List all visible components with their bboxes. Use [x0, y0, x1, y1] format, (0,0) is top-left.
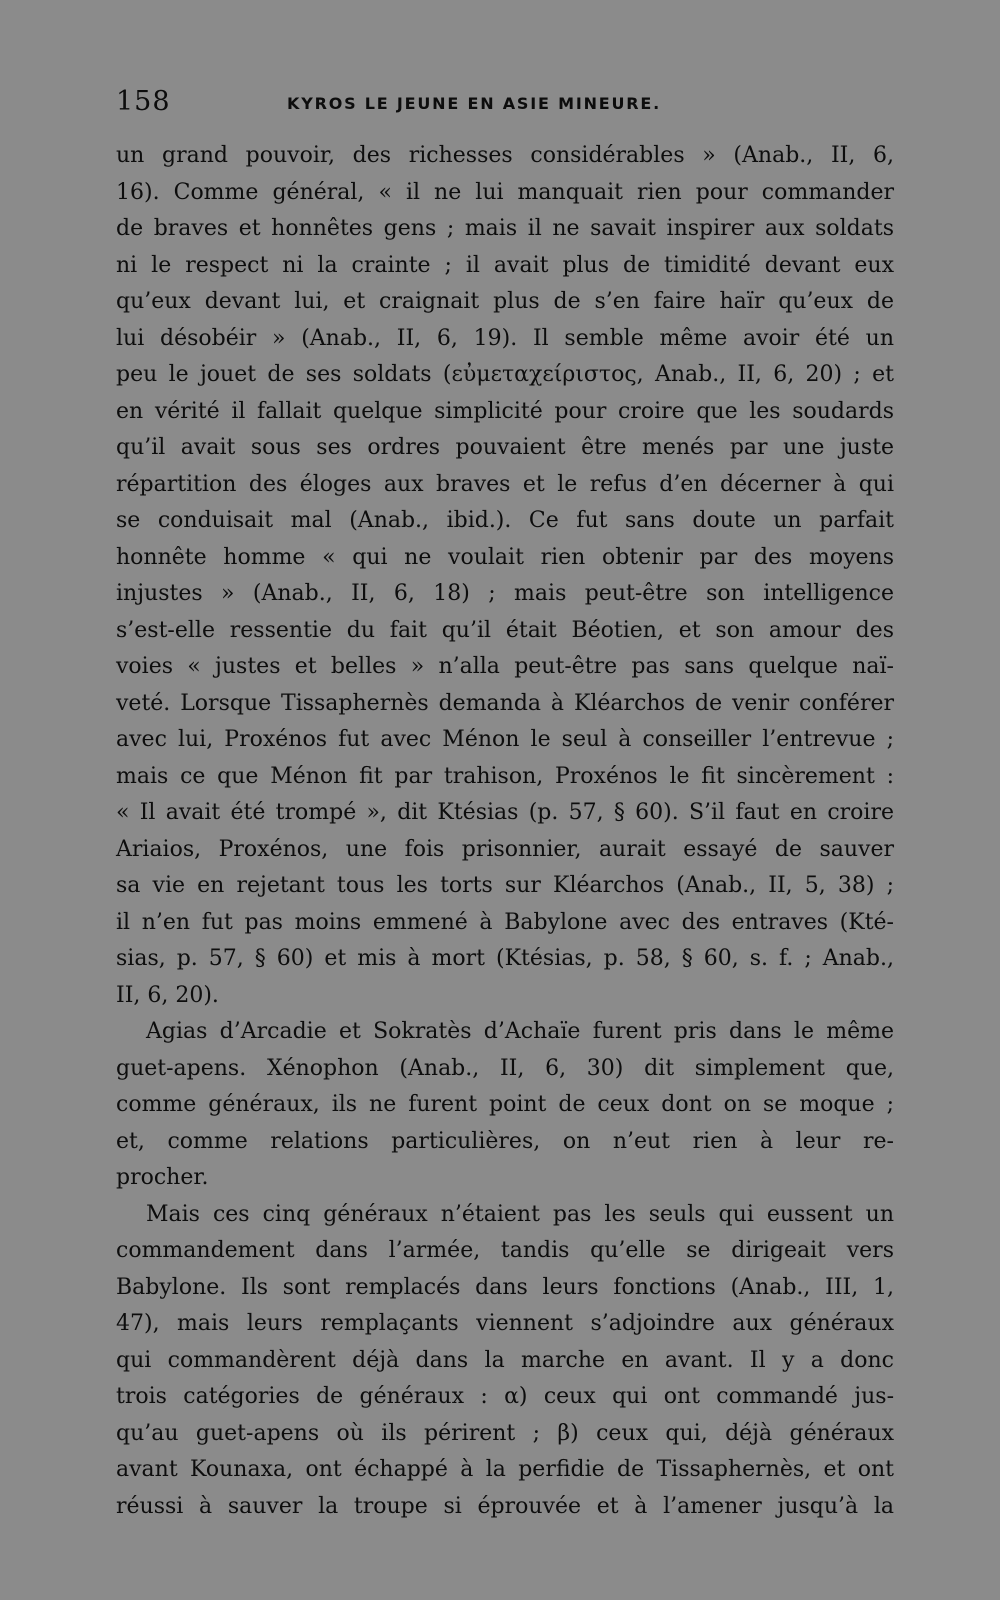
text-line: « Il avait été trompé », dit Ktésias (p. 57, § 60). S’il faut en croire — [116, 800, 894, 825]
text-line: ni le respect ni la crainte ; il avait plus de timidité devant eux — [116, 252, 894, 278]
text-line: peu le jouet de ses soldats (εὐμεταχείριστος, Anab., II, 6, 20) ; et — [116, 362, 894, 387]
text-line: voies « justes et belles » n’alla peut-être pas sans quelque naï- — [116, 654, 894, 679]
text-line: sias, p. 57, § 60) et mis à mort (Ktésias, p. 58, § 60, s. f. ; Anab., — [116, 946, 894, 971]
text-line: Ariaios, Proxénos, une fois prisonnier, aurait essayé de sauver — [116, 836, 894, 862]
text-line: qu’il avait sous ses ordres pouvaient être menés par une juste — [116, 435, 894, 460]
text-line: lui désobéir » (Anab., II, 6, 19). Il semble même avoir été un — [116, 325, 894, 351]
text-line: Babylone. Ils sont remplacés dans leurs fonctions (Anab., III, 1, — [116, 1274, 894, 1300]
text-line: il n’en fut pas moins emmené à Babylone avec des entraves (Kté- — [116, 909, 894, 935]
text-line: comme généraux, ils ne furent point de ceux dont on se moque ; — [116, 1092, 894, 1117]
text-line: avant Kounaxa, ont échappé à la perfidie de Tissaphernès, et ont — [116, 1457, 894, 1482]
text-line: se conduisait mal (Anab., ibid.). Ce fut sans doute un parfait — [116, 508, 894, 533]
page-number: 158 — [116, 86, 171, 117]
text-line: II, 6, 20). — [116, 982, 219, 1008]
text-line: guet-apens. Xénophon (Anab., II, 6, 30) dit simplement que, — [116, 1055, 894, 1081]
text-line: qu’au guet-apens où ils périrent ; β) ceux qui, déjà généraux — [116, 1420, 894, 1446]
text-line: s’est-elle ressentie du fait qu’il était Béotien, et son amour des — [116, 617, 894, 643]
running-title: KYROS LE JEUNE EN ASIE MINEURE. — [287, 94, 662, 113]
text-line: sa vie en rejetant tous les torts sur Kléarchos (Anab., II, 5, 38) ; — [116, 873, 894, 898]
text-line: procher. — [116, 1165, 209, 1190]
text-line: avec lui, Proxénos fut avec Ménon le seul à conseiller l’entrevue ; — [116, 727, 894, 752]
text-line: commandement dans l’armée, tandis qu’elle se dirigeait vers — [116, 1238, 894, 1263]
text-line: qui commandèrent déjà dans la marche en avant. Il y a donc — [116, 1347, 894, 1373]
text-line: 47), mais leurs remplaçants viennent s’adjoindre aux généraux — [116, 1311, 894, 1336]
text-line: qu’eux devant lui, et craignait plus de s’en faire haïr qu’eux de — [116, 289, 894, 314]
text-line: et, comme relations particulières, on n’eut rien à leur re- — [116, 1128, 894, 1154]
text-line: un grand pouvoir, des richesses considérables » (Anab., II, 6, — [116, 143, 894, 168]
text-line: Agias d’Arcadie et Sokratès d’Achaïe furent pris dans le même — [146, 1019, 894, 1044]
text-line: injustes » (Anab., II, 6, 18) ; mais peut-être son intelligence — [116, 581, 894, 606]
text-line: 16). Comme général, « il ne lui manquait rien pour commander — [116, 179, 894, 205]
text-line: répartition des éloges aux braves et le refus d’en décerner à qui — [116, 471, 894, 497]
text-line: honnête homme « qui ne voulait rien obtenir par des moyens — [116, 544, 894, 570]
body-text — [116, 138, 894, 1525]
text-line: veté. Lorsque Tissaphernès demanda à Kléarchos de venir conférer — [116, 690, 894, 716]
text-line: réussi à sauver la troupe si éprouvée et à l’amener jusqu’à la — [116, 1493, 894, 1519]
text-line: trois catégories de généraux : α) ceux qui ont commandé jus- — [116, 1384, 894, 1409]
page-header — [116, 86, 896, 126]
text-line: Mais ces cinq généraux n’étaient pas les seuls qui eussent un — [146, 1201, 894, 1227]
text-line: mais ce que Ménon fit par trahison, Proxénos le fit sincèrement : — [116, 763, 894, 789]
text-line: en vérité il fallait quelque simplicité pour croire que les soudards — [116, 398, 894, 424]
text-line: de braves et honnêtes gens ; mais il ne savait inspirer aux soldats — [116, 216, 894, 241]
